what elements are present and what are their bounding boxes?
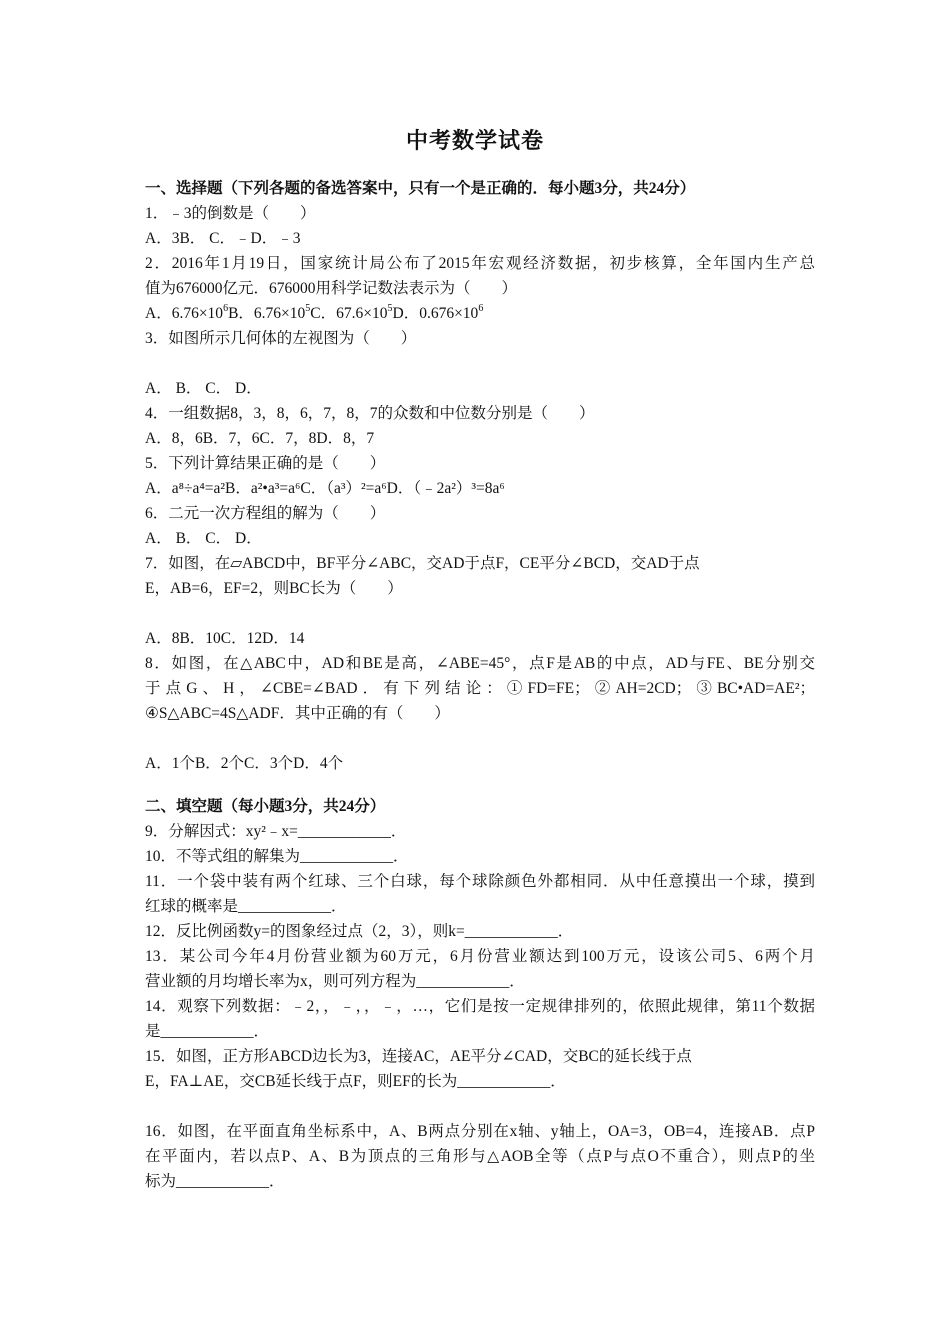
question-6-options: A． B． C． D．	[145, 530, 262, 547]
question-2-line-2: 值为676000亿元．676000用科学记数法表示为（ ）	[145, 280, 518, 297]
question-1-options: A．3B． C．﹣D．﹣3	[145, 230, 301, 247]
option-b-exponent: 5	[305, 302, 311, 314]
question-13-line-2: 营业额的月均增长率为x，则可列方程为____________．	[145, 973, 525, 990]
question-15-line-2: E，FA⊥AE，交CB延长线于点F，则EF的长为____________．	[145, 1073, 566, 1090]
option-a: A．6.76×10	[145, 305, 224, 322]
section-heading-choice: 一、选择题（下列各题的备选答案中，只有一个是正确的．每小题3分，共24分）	[145, 180, 696, 197]
question-4-stem: 4．一组数据8，3，8，6，7，8，7的众数和中位数分别是（ ）	[145, 405, 595, 422]
question-8-line-3: ④S△ABC=4S△ADF．其中正确的有（ ）	[145, 705, 450, 722]
question-4-options: A．8，6B．7，6C．7，8D．8，7	[145, 430, 375, 447]
question-16-line-3: 标为____________．	[145, 1173, 285, 1190]
question-5-options: A．a⁸÷a⁴=a²B．a²•a³=a⁶C．（a³）²=a⁶D．（﹣2a²）³=8a⁶	[145, 480, 505, 497]
question-13-line-1: 13．某公司今年4月份营业额为60万元，6月份营业额达到100万元，设该公司5、6两个月	[145, 948, 815, 965]
question-11-line-2: 红球的概率是____________．	[145, 898, 347, 915]
question-10: 10．不等式组的解集为____________．	[145, 848, 409, 865]
question-7-line-2: E，AB=6，EF=2，则BC长为（ ）	[145, 580, 403, 597]
question-1-stem: 1．﹣3的倒数是（ ）	[145, 205, 316, 222]
question-14-line-1: 14．观察下列数据：﹣2，，﹣，，﹣，…，它们是按一定规律排列的，依照此规律，第11个数据	[145, 998, 815, 1015]
question-15-line-1: 15．如图，正方形ABCD边长为3，连接AC，AE平分∠CAD，交BC的延长线于点	[145, 1048, 692, 1065]
option-d-exponent: 6	[478, 302, 484, 314]
figure-space	[145, 351, 815, 376]
option-a-exponent: 6	[223, 302, 229, 314]
question-5-stem: 5．下列计算结果正确的是（ ）	[145, 455, 386, 472]
question-16-line-2: 在平面内，若以点P、A、B为顶点的三角形与△AOB全等（点P与点O不重合），则点P的坐	[145, 1148, 815, 1165]
question-7-options: A．8B．10C．12D．14	[145, 630, 305, 647]
figure-space	[145, 601, 815, 626]
question-8-options: A．1个B．2个C．3个D．4个	[145, 755, 344, 772]
question-7-line-1: 7．如图，在▱ABCD中，BF平分∠ABC，交AD于点F，CE平分∠BCD，交AD于点	[145, 555, 700, 572]
question-9: 9．分解因式：xy²﹣x=____________．	[145, 823, 407, 840]
question-8-line-2: 于点G、H，∠CBE=∠BAD．有下列结论：①FD=FE；②AH=2CD；③BC•AD=AE²；	[145, 680, 815, 697]
exam-content	[145, 176, 815, 1194]
question-3-stem: 3．如图所示几何体的左视图为（ ）	[145, 330, 417, 347]
question-6-stem: 6．二元一次方程组的解为（ ）	[145, 505, 386, 522]
figure-space	[145, 1094, 815, 1119]
question-2-line-1: 2．2016年1月19日，国家统计局公布了2015年宏观经济数据，初步核算，全年国内生产总	[145, 255, 815, 272]
question-14-line-2: 是____________．	[145, 1023, 270, 1040]
page-title: 中考数学试卷	[405, 128, 544, 153]
option-b: B．6.76×10	[228, 305, 306, 322]
question-16-line-1: 16．如图，在平面直角坐标系中，A、B两点分别在x轴、y轴上，OA=3，OB=4，连接AB．点P	[145, 1123, 815, 1140]
question-12: 12．反比例函数y=的图象经过点（2，3），则k=____________．	[145, 923, 574, 940]
option-c-exponent: 5	[387, 302, 393, 314]
figure-space	[145, 726, 815, 751]
question-2-options	[145, 301, 815, 326]
section-heading-fill: 二、填空题（每小题3分，共24分）	[145, 798, 386, 815]
option-d: D．0.676×10	[392, 305, 479, 322]
section-gap	[145, 776, 815, 794]
question-3-options: A． B． C． D．	[145, 380, 262, 397]
option-c: C．67.6×10	[310, 305, 388, 322]
question-11-line-1: 11．一个袋中装有两个红球、三个白球，每个球除颜色外都相同．从中任意摸出一个球，摸到	[145, 873, 815, 890]
question-8-line-1: 8．如图，在△ABC中，AD和BE是高，∠ABE=45°，点F是AB的中点，AD与FE、BE分别交	[145, 655, 815, 672]
